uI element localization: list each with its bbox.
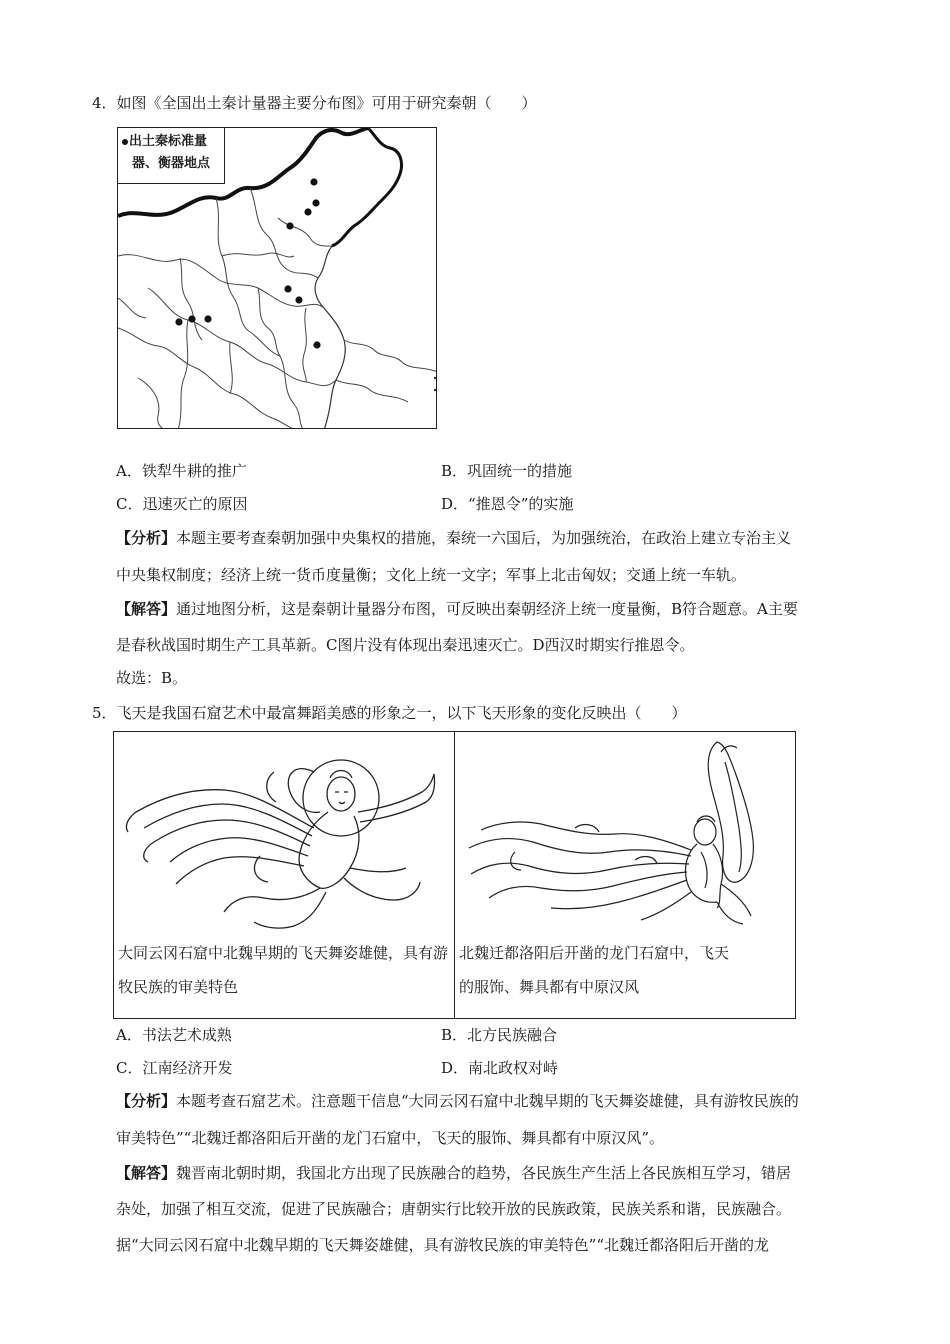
q4-analysis-text-1: 本题主要考查秦朝加强中央集权的措施，秦统一六国后，为加强统治，在政治上建立专治主义 — [176, 529, 792, 547]
q5-answer-line-2: 杂处，加强了相互交流，促进了民族融合；唐朝实行比较开放的民族政策，民族关系和谐，民族融合。 — [116, 1200, 792, 1218]
q4-analysis-line-2: 中央集权制度；经济上统一货币度量衡；文化上统一文字；军事上北击匈奴；交通上统一车轨。 — [116, 566, 747, 584]
yungang-caption: 大同云冈石窟中北魏早期的飞天舞姿雄健，具有游牧民族的审美特色 — [118, 944, 449, 996]
q4-analysis-line-1 — [116, 527, 791, 548]
q4-option-d: D．“推恩令”的实施 — [441, 495, 574, 513]
find-site-dot — [310, 178, 317, 185]
q5-analysis-line-2: 审美特色”“北魏迁都洛阳后开凿的龙门石窟中，飞天的服饰、舞具都有中原汉风”。 — [116, 1129, 665, 1147]
find-site-dot — [284, 285, 291, 292]
question-5-stem: 5．飞天是我国石窟艺术中最富舞蹈美感的形象之一，以下飞天形象的变化反映出（ ） — [92, 704, 687, 722]
q4-analysis-tag: 【分析】 — [116, 529, 177, 547]
q4-option-c: C．迅速灭亡的原因 — [116, 495, 248, 513]
legend-dot-icon — [122, 139, 128, 145]
feitian-comparison-table — [113, 731, 796, 1019]
q5-analysis-tag: 【分析】 — [116, 1092, 177, 1110]
q5-analysis-line-1 — [116, 1090, 799, 1111]
q4-answer-line-1 — [116, 598, 798, 619]
q5-option-a: A．书法艺术成熟 — [116, 1026, 232, 1044]
qin-measures-distribution-map — [117, 127, 437, 429]
q5-analysis-text-1: 本题考查石窟艺术。注意题干信息“大同云冈石窟中北魏早期的飞天舞姿雄健，具有游牧民族的 — [176, 1092, 799, 1110]
q4-answer-line-2: 是春秋战国时期生产工具革新。C图片没有体现出秦迅速灭亡。D西汉时期实行推恩令。 — [116, 636, 695, 654]
q4-answer-text-1: 通过地图分析，这是秦朝计量器分布图，可反映出秦朝经济上统一度量衡，B符合题意。A主要 — [176, 600, 798, 618]
find-site-dot — [175, 318, 182, 325]
legend-line-2: 器、衡器地点 — [132, 156, 211, 171]
q5-answer-line-3: 据“大同云冈石窟中北魏早期的飞天舞姿雄健，具有游牧民族的审美特色”“北魏迁都洛阳后开凿的龙 — [116, 1236, 770, 1254]
find-site-dot — [286, 222, 293, 229]
q5-option-c: C．江南经济开发 — [116, 1059, 233, 1077]
yungang-feitian-drawing — [114, 732, 454, 932]
longmen-caption — [459, 936, 793, 1004]
longmen-caption-line-2: 的服饰、舞具都有中原汉风 — [459, 978, 640, 996]
find-site-dot — [295, 296, 302, 303]
q4-answer-tag: 【解答】 — [116, 600, 177, 618]
find-site-markers — [175, 178, 320, 348]
find-site-dot — [204, 315, 211, 322]
q5-answer-line-1 — [116, 1162, 791, 1183]
find-site-dot — [304, 208, 311, 215]
q5-answer-text-1: 魏晋南北朝时期，我国北方出现了民族融合的趋势，各民族生产生活上各民族相互学习，错居 — [176, 1164, 792, 1182]
map-legend — [118, 128, 225, 184]
find-site-dot — [313, 341, 320, 348]
q4-option-b: B．巩固统一的措施 — [441, 462, 573, 480]
q5-answer-tag: 【解答】 — [116, 1164, 177, 1182]
longmen-feitian-cell — [455, 732, 795, 1018]
question-4-stem: 4．如图《全国出土秦计量器主要分布图》可用于研究秦朝（ ） — [92, 94, 537, 112]
find-site-dot — [312, 199, 319, 206]
longmen-feitian-drawing — [455, 732, 795, 932]
q5-option-b: B．北方民族融合 — [441, 1026, 558, 1044]
q4-option-a: A．铁犁牛耕的推广 — [116, 462, 247, 480]
longmen-caption-line-1: 北魏迁都洛阳后开凿的龙门石窟中，飞天 — [459, 944, 730, 962]
legend-line-1: 出土秦标准量 — [129, 134, 208, 149]
find-site-dot — [188, 315, 195, 322]
yungang-feitian-cell — [114, 732, 455, 1018]
q4-choice: 故选：B。 — [116, 669, 188, 687]
q5-option-d: D．南北政权对峙 — [441, 1059, 559, 1077]
